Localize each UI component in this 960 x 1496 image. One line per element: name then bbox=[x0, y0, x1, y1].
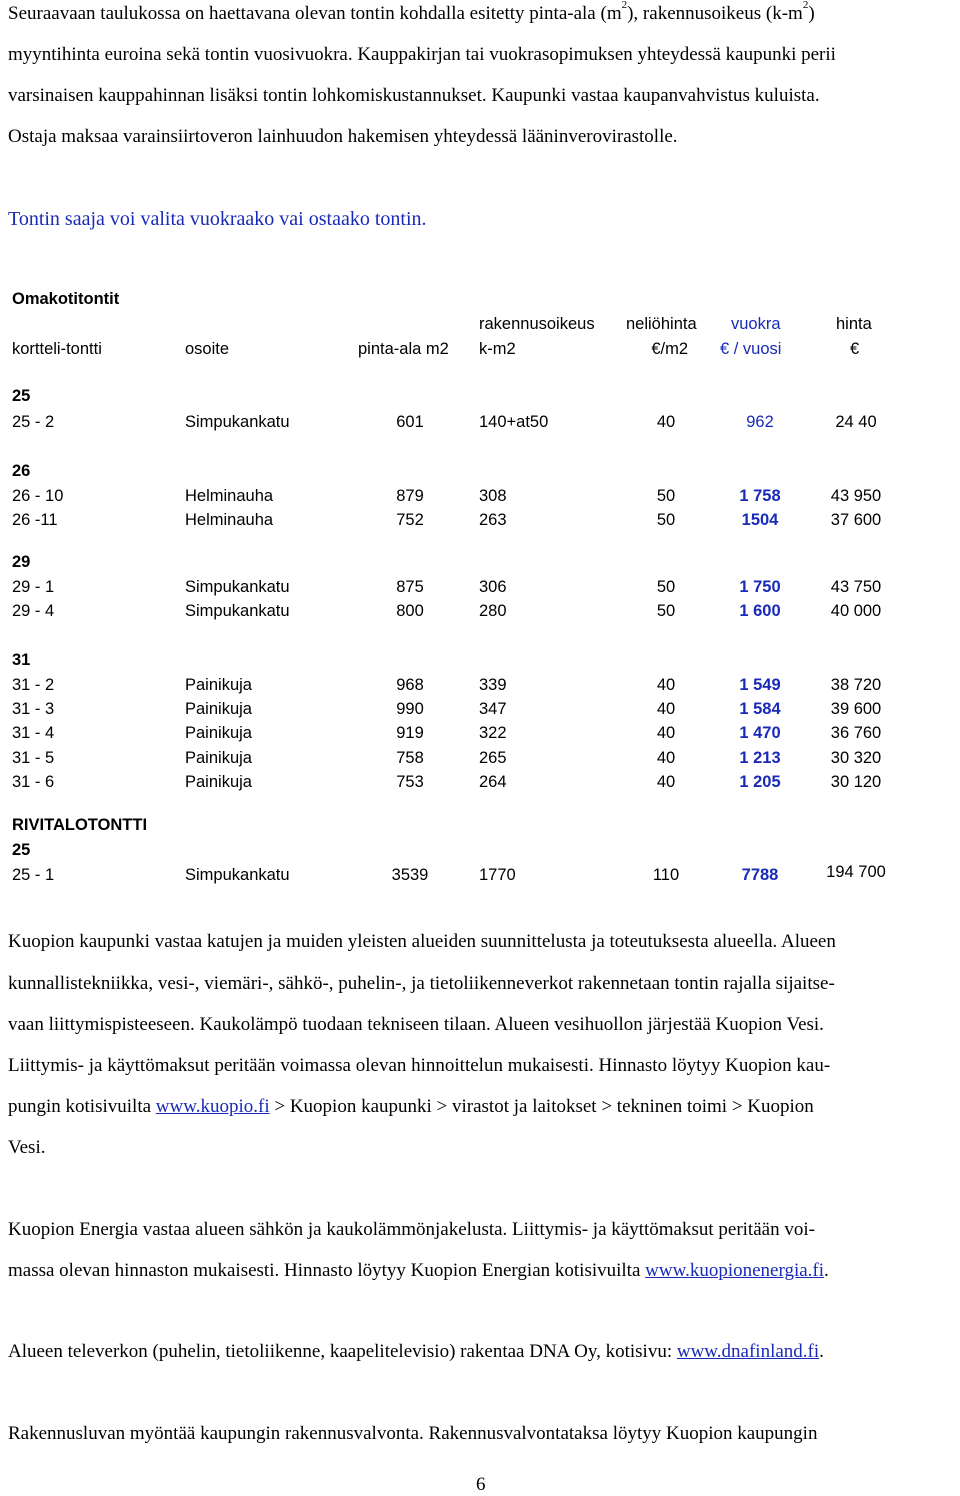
header-rakennusoikeus: rakennusoikeus bbox=[479, 315, 595, 333]
table-row-hinta: 194 700 bbox=[826, 863, 886, 881]
table-row-neliohinta: 50 bbox=[656, 487, 676, 505]
kuopionenergia-link[interactable]: www.kuopionenergia.fi bbox=[645, 1260, 825, 1281]
table-row-hinta: 36 760 bbox=[830, 724, 882, 742]
para1-line-3: vaan liittymispisteeseen. Kaukolämpö tuodaan tekniseen tilaan. Alueen vesihuollon järjestää Kuopion Vesi. bbox=[8, 1014, 824, 1035]
table-row-pinta-ala: 919 bbox=[396, 724, 424, 742]
table-row-vuokra: 1 750 bbox=[739, 578, 781, 596]
table-row-vuokra: 1 584 bbox=[739, 700, 781, 718]
para4-line-1: Rakennusluvan myöntää kaupungin rakennusvalvonta. Rakennusvalvontataksa löytyy Kuopion kaupungin bbox=[8, 1423, 818, 1444]
table-row-hinta: 40 000 bbox=[830, 602, 882, 620]
table-row-osoite: Helminauha bbox=[185, 487, 274, 505]
table-row-neliohinta: 40 bbox=[656, 724, 676, 742]
header-hinta: hinta bbox=[836, 315, 872, 333]
table-row-hinta: 43 950 bbox=[830, 487, 882, 505]
table-row-kortteli: 31 - 4 bbox=[12, 724, 55, 742]
table-row-kortteli: 26 - 10 bbox=[12, 487, 64, 505]
header-vuokra: vuokra bbox=[731, 315, 781, 333]
table-row-kortteli: 31 - 2 bbox=[12, 676, 55, 694]
table-row-kortteli: 29 - 4 bbox=[12, 602, 55, 620]
table-row-osoite: Simpukankatu bbox=[185, 602, 290, 620]
table-row-rakennusoikeus: 280 bbox=[479, 602, 507, 620]
table-row-vuokra: 1 470 bbox=[739, 724, 781, 742]
table-row-hinta: 38 720 bbox=[830, 676, 882, 694]
table-row-rakennusoikeus: 140+at50 bbox=[479, 413, 549, 431]
table-row-kortteli: 29 - 1 bbox=[12, 578, 55, 596]
group-label-29: 29 bbox=[12, 553, 31, 571]
table-row-kortteli: 31 - 3 bbox=[12, 700, 55, 718]
table-row-neliohinta: 40 bbox=[656, 773, 676, 791]
table-row-pinta-ala: 753 bbox=[396, 773, 424, 791]
page-number: 6 bbox=[476, 1474, 486, 1495]
table-row-rakennusoikeus: 265 bbox=[479, 749, 507, 767]
table-row-pinta-ala: 879 bbox=[396, 487, 424, 505]
para1-line-1: Kuopion kaupunki vastaa katujen ja muiden yleisten alueiden suunnittelusta ja toteutuksesta alueella. Alueen bbox=[8, 931, 836, 952]
table-row-rakennusoikeus: 1770 bbox=[479, 866, 516, 884]
table-row-vuokra: 962 bbox=[746, 413, 774, 431]
table-row-kortteli: 31 - 5 bbox=[12, 749, 55, 767]
table-row-rakennusoikeus: 264 bbox=[479, 773, 507, 791]
table-row-pinta-ala: 990 bbox=[396, 700, 424, 718]
dnafinland-link[interactable]: www.dnafinland.fi bbox=[676, 1341, 820, 1362]
header-kortteli: kortteli-tontti bbox=[12, 340, 102, 358]
header-pinta-ala: pinta-ala m2 bbox=[358, 340, 449, 358]
kuopio-link[interactable]: www.kuopio.fi bbox=[155, 1096, 270, 1117]
table-row-vuokra: 1 205 bbox=[739, 773, 781, 791]
header-vuokra-unit: € / vuosi bbox=[720, 340, 782, 358]
table-row-osoite: Simpukankatu bbox=[185, 578, 290, 596]
table-row-kortteli: 31 - 6 bbox=[12, 773, 55, 791]
table-row-vuokra: 1 758 bbox=[739, 487, 781, 505]
table-row-vuokra: 1 549 bbox=[739, 676, 781, 694]
para1-line-2: kunnallistekniikka, vesi-, viemäri-, sähkö-, puhelin-, ja tietoliikenneverkot rakennetaan tontin rajalla sijaitse- bbox=[8, 973, 835, 994]
table-row-hinta: 39 600 bbox=[830, 700, 882, 718]
para1-line-4: Liittymis- ja käyttömaksut peritään voimassa olevan hinnoittelun mukaisesti. Hinnasto löytyy Kuopion kau- bbox=[8, 1055, 831, 1076]
table-row-neliohinta: 40 bbox=[656, 676, 676, 694]
table-row-hinta: 30 320 bbox=[830, 749, 882, 767]
table-row-hinta: 30 120 bbox=[830, 773, 882, 791]
para1-line-6: Vesi. bbox=[8, 1137, 46, 1158]
group-label-31: 31 bbox=[12, 651, 31, 669]
para2-line-1: Kuopion Energia vastaa alueen sähkön ja kaukolämmönjakelusta. Liittymis- ja käyttömaksut peritään voi- bbox=[8, 1219, 815, 1240]
table-row-kortteli: 26 -11 bbox=[12, 511, 58, 529]
intro-line-2: myyntihinta euroina sekä tontin vuosivuokra. Kauppakirjan tai vuokrasopimuksen yhteydessä kaupunki perii bbox=[8, 44, 836, 65]
table-row-pinta-ala: 968 bbox=[396, 676, 424, 694]
table-row-pinta-ala: 875 bbox=[396, 578, 424, 596]
table-row-rakennusoikeus: 263 bbox=[479, 511, 507, 529]
table-row-neliohinta: 50 bbox=[656, 578, 676, 596]
intro-line-4: Ostaja maksaa varainsiirtoveron lainhuudon hakemisen yhteydessä lääninverovirastolle. bbox=[8, 126, 678, 147]
table-row-pinta-ala: 800 bbox=[396, 602, 424, 620]
table-row-neliohinta: 40 bbox=[656, 413, 676, 431]
table-row-osoite: Helminauha bbox=[185, 511, 274, 529]
table-row-kortteli: 25 - 1 bbox=[12, 866, 55, 884]
table-row-rakennusoikeus: 339 bbox=[479, 676, 507, 694]
table-row-hinta: 37 600 bbox=[830, 511, 882, 529]
header-hinta-unit: € bbox=[850, 340, 860, 358]
table-row-rakennusoikeus: 347 bbox=[479, 700, 507, 718]
table-row-hinta: 24 40 bbox=[835, 413, 877, 431]
group-label-25: 25 bbox=[12, 387, 31, 405]
table-row-neliohinta: 110 bbox=[652, 866, 680, 884]
table-row-osoite: Simpukankatu bbox=[185, 866, 290, 884]
section-title-omakotitontit: Omakotitontit bbox=[12, 290, 120, 308]
group-label-25-rivitalo: 25 bbox=[12, 841, 31, 859]
table-row-kortteli: 25 - 2 bbox=[12, 413, 55, 431]
table-row-pinta-ala: 758 bbox=[396, 749, 424, 767]
header-neliohinta: neliöhinta bbox=[626, 315, 697, 333]
intro-line-3: varsinaisen kauppahinnan lisäksi tontin lohkomiskustannukset. Kaupunki vastaa kaupanvahvistus kuluista. bbox=[8, 85, 820, 106]
table-row-hinta: 43 750 bbox=[830, 578, 882, 596]
table-row-osoite: Painikuja bbox=[185, 700, 252, 718]
table-row-vuokra: 1 213 bbox=[739, 749, 781, 767]
table-row-pinta-ala: 3539 bbox=[391, 866, 429, 884]
table-row-pinta-ala: 601 bbox=[396, 413, 424, 431]
table-row-rakennusoikeus: 322 bbox=[479, 724, 507, 742]
table-row-osoite: Painikuja bbox=[185, 749, 252, 767]
highlight-text: Tontin saaja voi valita vuokraako vai ostaako tontin. bbox=[8, 208, 427, 230]
para2-line-2: massa olevan hinnaston mukaisesti. Hinnasto löytyy Kuopion Energian kotisivuilta www.kuopionenergia.fi. bbox=[8, 1260, 829, 1281]
table-row-vuokra: 1 600 bbox=[739, 602, 781, 620]
table-row-rakennusoikeus: 308 bbox=[479, 487, 507, 505]
header-rakennusoikeus-unit: k-m2 bbox=[479, 340, 516, 358]
table-row-pinta-ala: 752 bbox=[396, 511, 424, 529]
table-row-neliohinta: 50 bbox=[656, 511, 676, 529]
table-row-vuokra: 1504 bbox=[741, 511, 779, 529]
table-row-osoite: Simpukankatu bbox=[185, 413, 290, 431]
table-row-neliohinta: 40 bbox=[656, 700, 676, 718]
group-label-26: 26 bbox=[12, 462, 31, 480]
table-row-osoite: Painikuja bbox=[185, 676, 252, 694]
para1-line-5: pungin kotisivuilta www.kuopio.fi > Kuopion kaupunki > virastot ja laitokset > tekninen toimi > Kuopion bbox=[8, 1096, 814, 1117]
table-row-neliohinta: 50 bbox=[656, 602, 676, 620]
intro-line-1: Seuraavaan taulukossa on haettavana olevan tontin kohdalla esitetty pinta-ala $(m^2)$, rakennusoikeus $(k-m^2)$ bbox=[8, 0, 815, 24]
section-title-rivitalotontti: RIVITALOTONTTI bbox=[12, 816, 148, 834]
table-row-rakennusoikeus: 306 bbox=[479, 578, 507, 596]
table-row-neliohinta: 40 bbox=[656, 749, 676, 767]
table-row-osoite: Painikuja bbox=[185, 724, 252, 742]
table-row-vuokra: 7788 bbox=[741, 866, 779, 884]
table-row-osoite: Painikuja bbox=[185, 773, 252, 791]
header-neliohinta-unit: €/m2 bbox=[651, 340, 688, 358]
para3-line-1: Alueen televerkon (puhelin, tietoliikenne, kaapelitelevisio) rakentaa DNA Oy, kotisivu: www.dnafinland.fi. bbox=[8, 1341, 824, 1362]
header-osoite: osoite bbox=[185, 340, 230, 358]
